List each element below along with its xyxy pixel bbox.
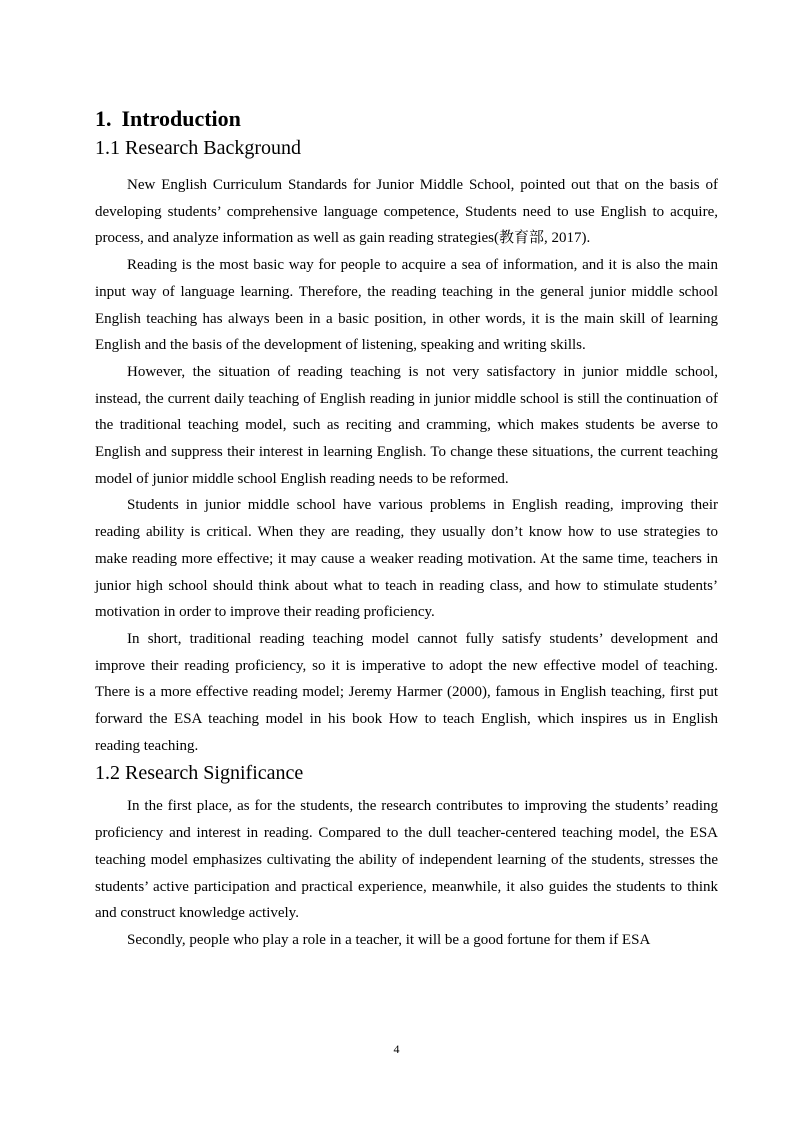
subsection-heading-research-background xyxy=(95,134,718,162)
subsection-number: 1.2 xyxy=(95,762,120,785)
research-significance-body xyxy=(95,793,718,953)
paragraph: Secondly, people who play a role in a teacher, it will be a good fortune for them if ESA xyxy=(127,931,651,948)
section-heading xyxy=(95,104,718,134)
section-title: Introduction xyxy=(121,106,241,131)
paragraph: New English Curriculum Standards for Junior Middle School, pointed out that on the basis of developing students’ comprehensive language competence, Students need to use English to acquire, process, and analyze information as well as gain reading strategies(教育部, 2017). xyxy=(95,177,718,247)
paragraph: Students in junior middle school have various problems in English reading, improving their reading ability is critical. When they are reading, they usually don’t know how to use strategies to make reading more effective; it may cause a weaker reading motivation. At the same time, teachers in junior high school should think about what to teach in reading class, and how to stimulate students’ motivation in order to improve their reading proficiency. xyxy=(95,497,718,621)
subsection-title: Research Background xyxy=(125,137,302,159)
paragraph: In the first place, as for the students, the research contributes to improving the students’ reading proficiency and interest in reading. Compared to the dull teacher-centered teaching model, the ESA teaching model emphasizes cultivating the ability of independent learning of the students, stresses the students’ active participation and practical experience, meanwhile, it also guides the students to think and construct knowledge actively. xyxy=(95,798,718,922)
section-number: 1. xyxy=(95,106,112,131)
paragraph: Reading is the most basic way for people to acquire a sea of information, and it is also the main input way of language learning. Therefore, the reading teaching in the general junior middle school English teaching has always been in a basic position, in other words, it is the main skill of learning English and the basis of the development of listening, speaking and writing skills. xyxy=(95,257,718,354)
subsection-heading-research-significance xyxy=(95,759,718,787)
subsection-title: Research Significance xyxy=(125,762,304,785)
page-number: 4 xyxy=(393,1042,400,1056)
research-background-body xyxy=(95,172,718,759)
page-content xyxy=(95,104,718,954)
subsection-number: 1.1 xyxy=(95,137,120,159)
paragraph: In short, traditional reading teaching model cannot fully satisfy students’ development and improve their reading proficiency, so it is imperative to adopt the new effective model of teaching. There is a more effective reading model; Jeremy Harmer (2000), famous in English teaching, first put forward the ESA teaching model in his book How to teach English, which inspires us in English reading teaching. xyxy=(95,630,718,754)
paragraph: However, the situation of reading teaching is not very satisfactory in junior middle school, instead, the current daily teaching of English reading in junior middle school is still the continuation of the traditional teaching model, such as reciting and cramming, which makes students be averse to English and suppress their interest in learning English. To change these situations, the current teaching model of junior middle school English reading needs to be reformed. xyxy=(95,363,718,487)
